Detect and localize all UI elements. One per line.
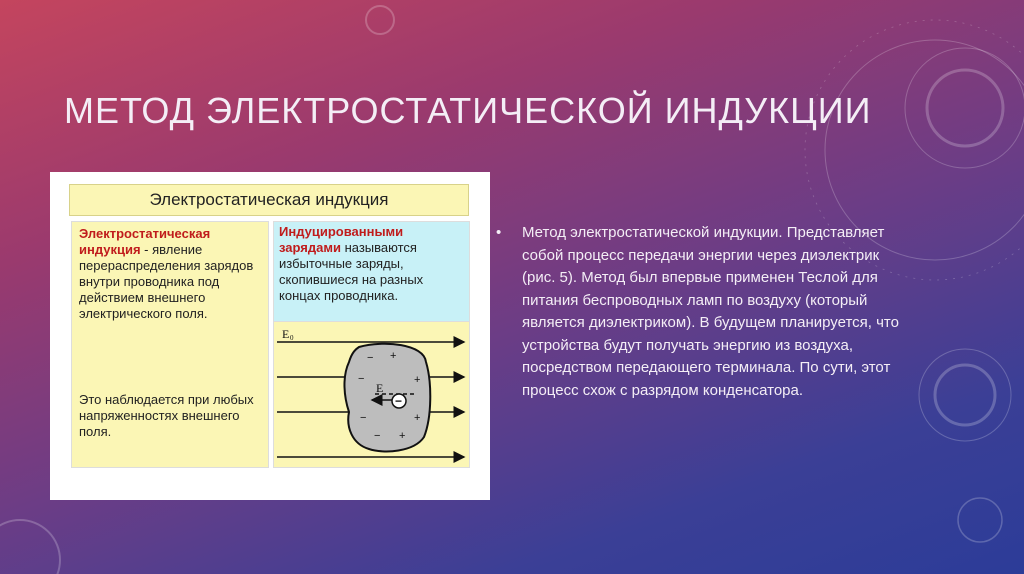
svg-text:−: −	[360, 412, 367, 424]
field-diagram-svg	[274, 322, 469, 467]
induced-charges-text	[279, 224, 467, 304]
definition-text	[79, 226, 267, 322]
label-e0-subscript: 0	[290, 334, 294, 342]
induced-charges-body: называются избыточные заряды, скопившиеся на разных концах проводника.	[279, 240, 424, 303]
slide-title: МЕТОД ЭЛЕКТРОСТАТИЧЕСКОЙ ИНДУКЦИИ	[64, 90, 872, 131]
svg-text:+: +	[414, 412, 421, 424]
svg-text:+: +	[414, 374, 421, 386]
induced-charges-term: Индуцированными зарядами	[279, 224, 404, 255]
definition-term: Электростатическая индукция	[79, 226, 211, 257]
figure-header: Электростатическая индукция	[69, 184, 469, 216]
body-paragraph: Метод электростатической индукции. Представляет собой процесс передачи энергии через диэлектрик (рис. 5). Метод был впервые применен Теслой для питания беспроводных ламп по воздуху (который является диэлектриком). В будущем планируется, что устройства будут получать энергию из воздуха, посредством передающего терминала. По сути, этот процесс схож с разрядом конденсатора.	[522, 224, 899, 399]
definition-note: Это наблюдается при любых напряженностях внешнего поля.	[79, 392, 254, 439]
svg-text:−: −	[358, 373, 365, 385]
field-diagram	[273, 321, 470, 468]
svg-text:+: +	[390, 350, 397, 362]
body-text-list	[496, 222, 916, 402]
bullet-icon: •	[496, 224, 502, 241]
induction-figure	[50, 172, 490, 500]
induced-charges-panel	[273, 221, 470, 322]
conductor-shape	[344, 344, 430, 452]
body-bullet-item	[496, 222, 916, 402]
svg-text:−: −	[374, 430, 381, 442]
definition-body: - явление перераспределения зарядов внутри проводника под действием внешнего электрического поля.	[79, 242, 254, 321]
svg-text:−: −	[367, 352, 374, 364]
label-e0: E	[282, 327, 290, 341]
svg-text:−: −	[395, 394, 403, 408]
definition-panel	[71, 221, 269, 468]
label-e: E	[376, 381, 384, 395]
svg-text:+: +	[399, 430, 406, 442]
